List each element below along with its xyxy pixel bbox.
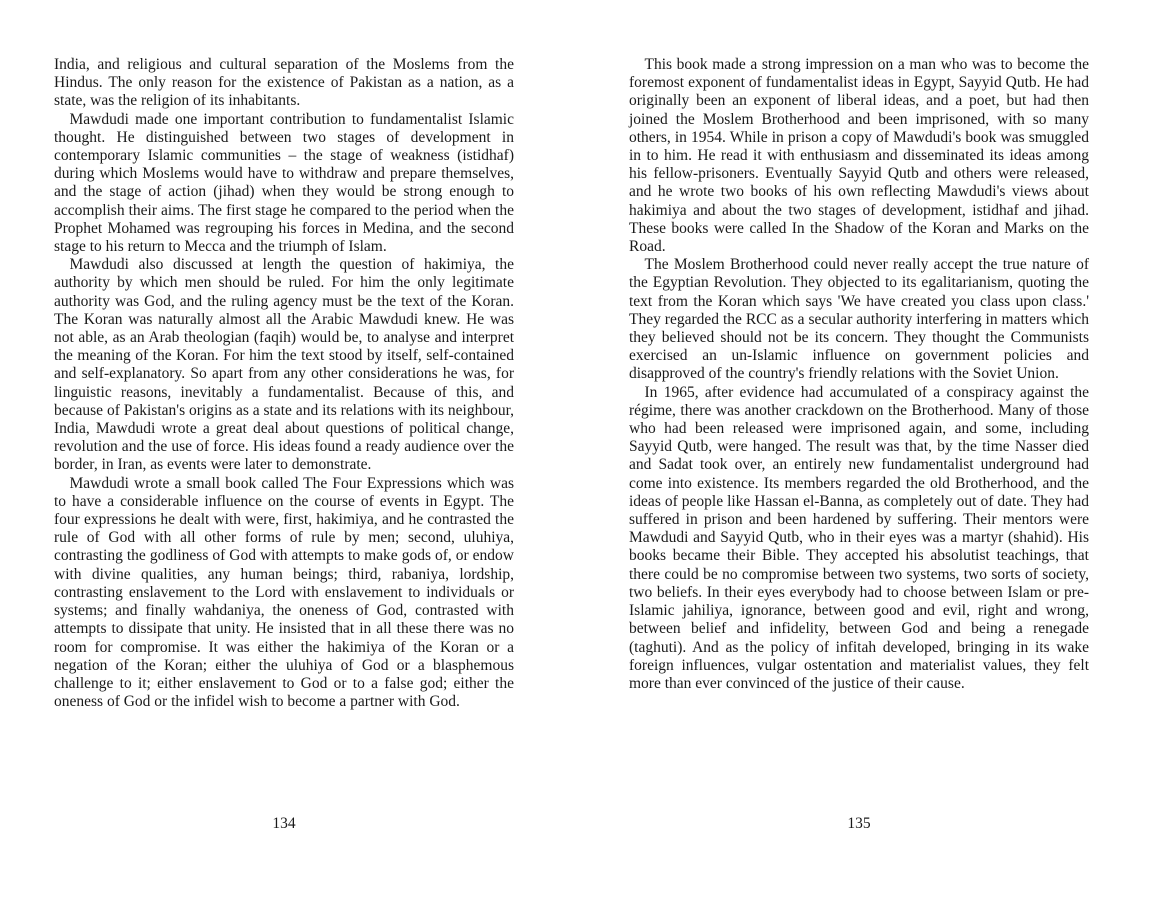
paragraph: The Moslem Brotherhood could never really accept the true nature of the Egyptian Revolution. They objected to its egalitarianism, quoting the text from the Koran which says 'We have created you class upon class.' They regarded the RCC as a secular authority interfering in matters which they believed should not be its concern. They thought the Communists exercised an un-Islamic influence on government policies and disapproved of the country's friendly relations with the Soviet Union. <box>629 256 1089 383</box>
paragraph: Mawdudi also discussed at length the question of hakimiya, the authority by which men should be ruled. For him the only legitimate authority was God, and the ruling agency must be the text of the Koran. The Koran was naturally almost all the Arabic Mawdudi knew. He was not able, as an Arab theologian (faqih) would be, to analyse and interpret the meaning of the Koran. For him the text stood by itself, self-contained and self-explanatory. So apart from any other considerations he was, for linguistic reasons, inevitably a fundamentalist. Because of this, and because of Pakistan's origins as a state and its relations with its neighbour, India, Mawdudi wrote a great deal about questions of political change, revolution and the use of force. His ideas found a ready audience over the border, in Iran, as events were later to demonstrate. <box>54 256 514 474</box>
page-number: 135 <box>847 815 871 832</box>
paragraph: Mawdudi made one important contribution to fundamentalist Islamic thought. He distinguished between two stages of development in contemporary Islamic communities – the stage of weakness (istidhaf) during which Moslems would have to withdraw and prepare themselves, and the stage of action (jihad) when they would be strong enough to accomplish their aims. The first stage he compared to the period when the Prophet Mohamed was regrouping his forces in Medina, and the second stage to his return to Mecca and the triumph of Islam. <box>54 110 514 256</box>
right-page-body <box>629 56 1089 693</box>
page-number: 134 <box>272 815 296 832</box>
paragraph: India, and religious and cultural separation of the Moslems from the Hindus. The only reason for the existence of Pakistan as a nation, as a state, was the religion of its inhabitants. <box>54 56 514 110</box>
paragraph: Mawdudi wrote a small book called The Four Expressions which was to have a considerable influence on the course of events in Egypt. The four expressions he dealt with were, first, hakimiya, and he contrasted the rule of God with all other forms of rule by men; second, uluhiya, contrasting the godliness of God with attempts to make gods of, or endow with divine qualities, any human beings; third, rabaniya, lordship, contrasting enslavement to the Lord with enslavement to individuals or systems; and finally wahdaniya, the oneness of God, contrasted with attempts to dissipate that unity. He insisted that in all these there was no room for compromise. It was either the hakimiya of the Koran or a negation of the Koran; either the uluhiya of God or a blasphemous challenge to it; either enslavement to God or to a false god; either the oneness of God or the infidel wish to become a partner with God. <box>54 474 514 711</box>
paragraph: In 1965, after evidence had accumulated of a conspiracy against the régime, there was another crackdown on the Brotherhood. Many of those who had been released were imprisoned again, and some, including Sayyid Qutb, were hanged. The result was that, by the time Nasser died and Sadat took over, an entirely new fundamentalist underground had come into existence. Its members regarded the old Brotherhood, and the ideas of people like Hassan el-Banna, as completely out of date. They had suffered in prison and been hardened by suffering. Their mentors were Mawdudi and Sayyid Qutb, who in their eyes was a martyr (shahid). His books became their Bible. They accepted his absolutist teachings, that there could be no compromise between two systems, two sorts of society, two beliefs. In their eyes everybody had to choose between Islam or pre-Islamic jahiliya, ignorance, between good and evil, right and wrong, between belief and infidelity, between God and being a renegade (taghuti). And as the policy of infitah developed, bringing in its wake foreign influences, vulgar ostentation and materialist values, they felt more than ever convinced of the justice of their cause. <box>629 383 1089 692</box>
left-page-body <box>54 56 514 711</box>
paragraph: This book made a strong impression on a man who was to become the foremost exponent of fundamentalist ideas in Egypt, Sayyid Qutb. He had originally been an exponent of liberal ideas, and a poet, but had then joined the Moslem Brotherhood and been imprisoned, with so many others, in 1954. While in prison a copy of Mawdudi's book was smuggled in to him. He read it with enthusiasm and disseminated its ideas among his fellow-prisoners. Eventually Sayyid Qutb and others were released, and he wrote two books of his own reflecting Mawdudi's views about hakimiya and about the two stages of development, istidhaf and jihad. These books were called In the Shadow of the Koran and Marks on the Road. <box>629 56 1089 256</box>
